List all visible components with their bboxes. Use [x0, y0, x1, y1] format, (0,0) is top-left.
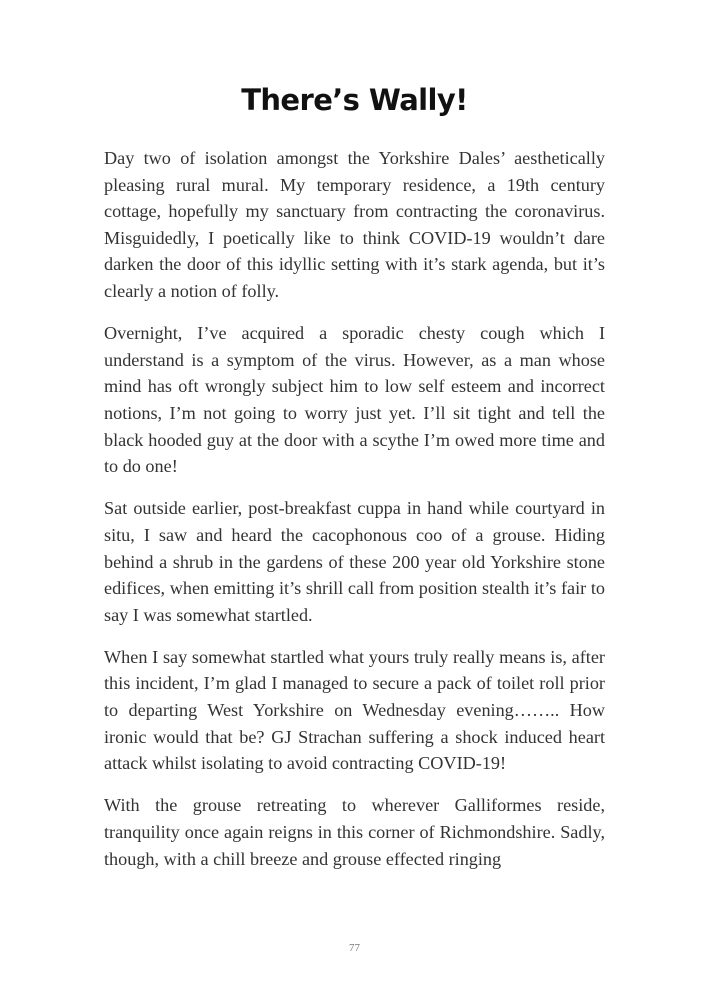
paragraph: Day two of isolation amongst the Yorkshire Dales’ aesthetically pleasing rural mural. My temporary residence, a 19th century cottage, hopefully my sanctuary from contracting the coronavirus. Misguidedly, I poetically like to think COVID-19 wouldn’t dare darken the door of this idyllic setting with it’s stark agenda, but it’s clearly a notion of folly. [104, 148, 605, 301]
body-text [104, 145, 605, 888]
paragraph: With the grouse retreating to wherever Galliformes reside, tranquility once again reigns in this corner of Richmondshire. Sadly, though, with a chill breeze and grouse effected ringing [104, 795, 605, 869]
paragraph: When I say somewhat startled what yours truly really means is, after this incident, I’m glad I managed to secure a pack of toilet roll prior to departing West Yorkshire on Wednesday evening…….. How ironic would that be? GJ Strachan suffering a shock induced heart attack whilst isolating to avoid contracting COVID-19! [104, 646, 605, 774]
paragraph: Sat outside earlier, post-breakfast cuppa in hand while courtyard in situ, I saw and heard the cacophonous coo of a grouse. Hiding behind a shrub in the gardens of these 200 year old Yorkshire stone edifices, when emitting it’s shrill call from position stealth it’s fair to say I was somewhat startled. [104, 498, 605, 625]
page-title: There’s Wally! [241, 83, 468, 117]
paragraph: Overnight, I’ve acquired a sporadic chesty cough which I understand is a symptom of the virus. However, as a man whose mind has oft wrongly subject him to low self esteem and incorrect notions, I’m not going to worry just yet. I’ll sit tight and tell the black hooded guy at the door with a scythe I’m owed more time and to do one! [104, 323, 605, 477]
page-number: 77 [349, 942, 360, 954]
